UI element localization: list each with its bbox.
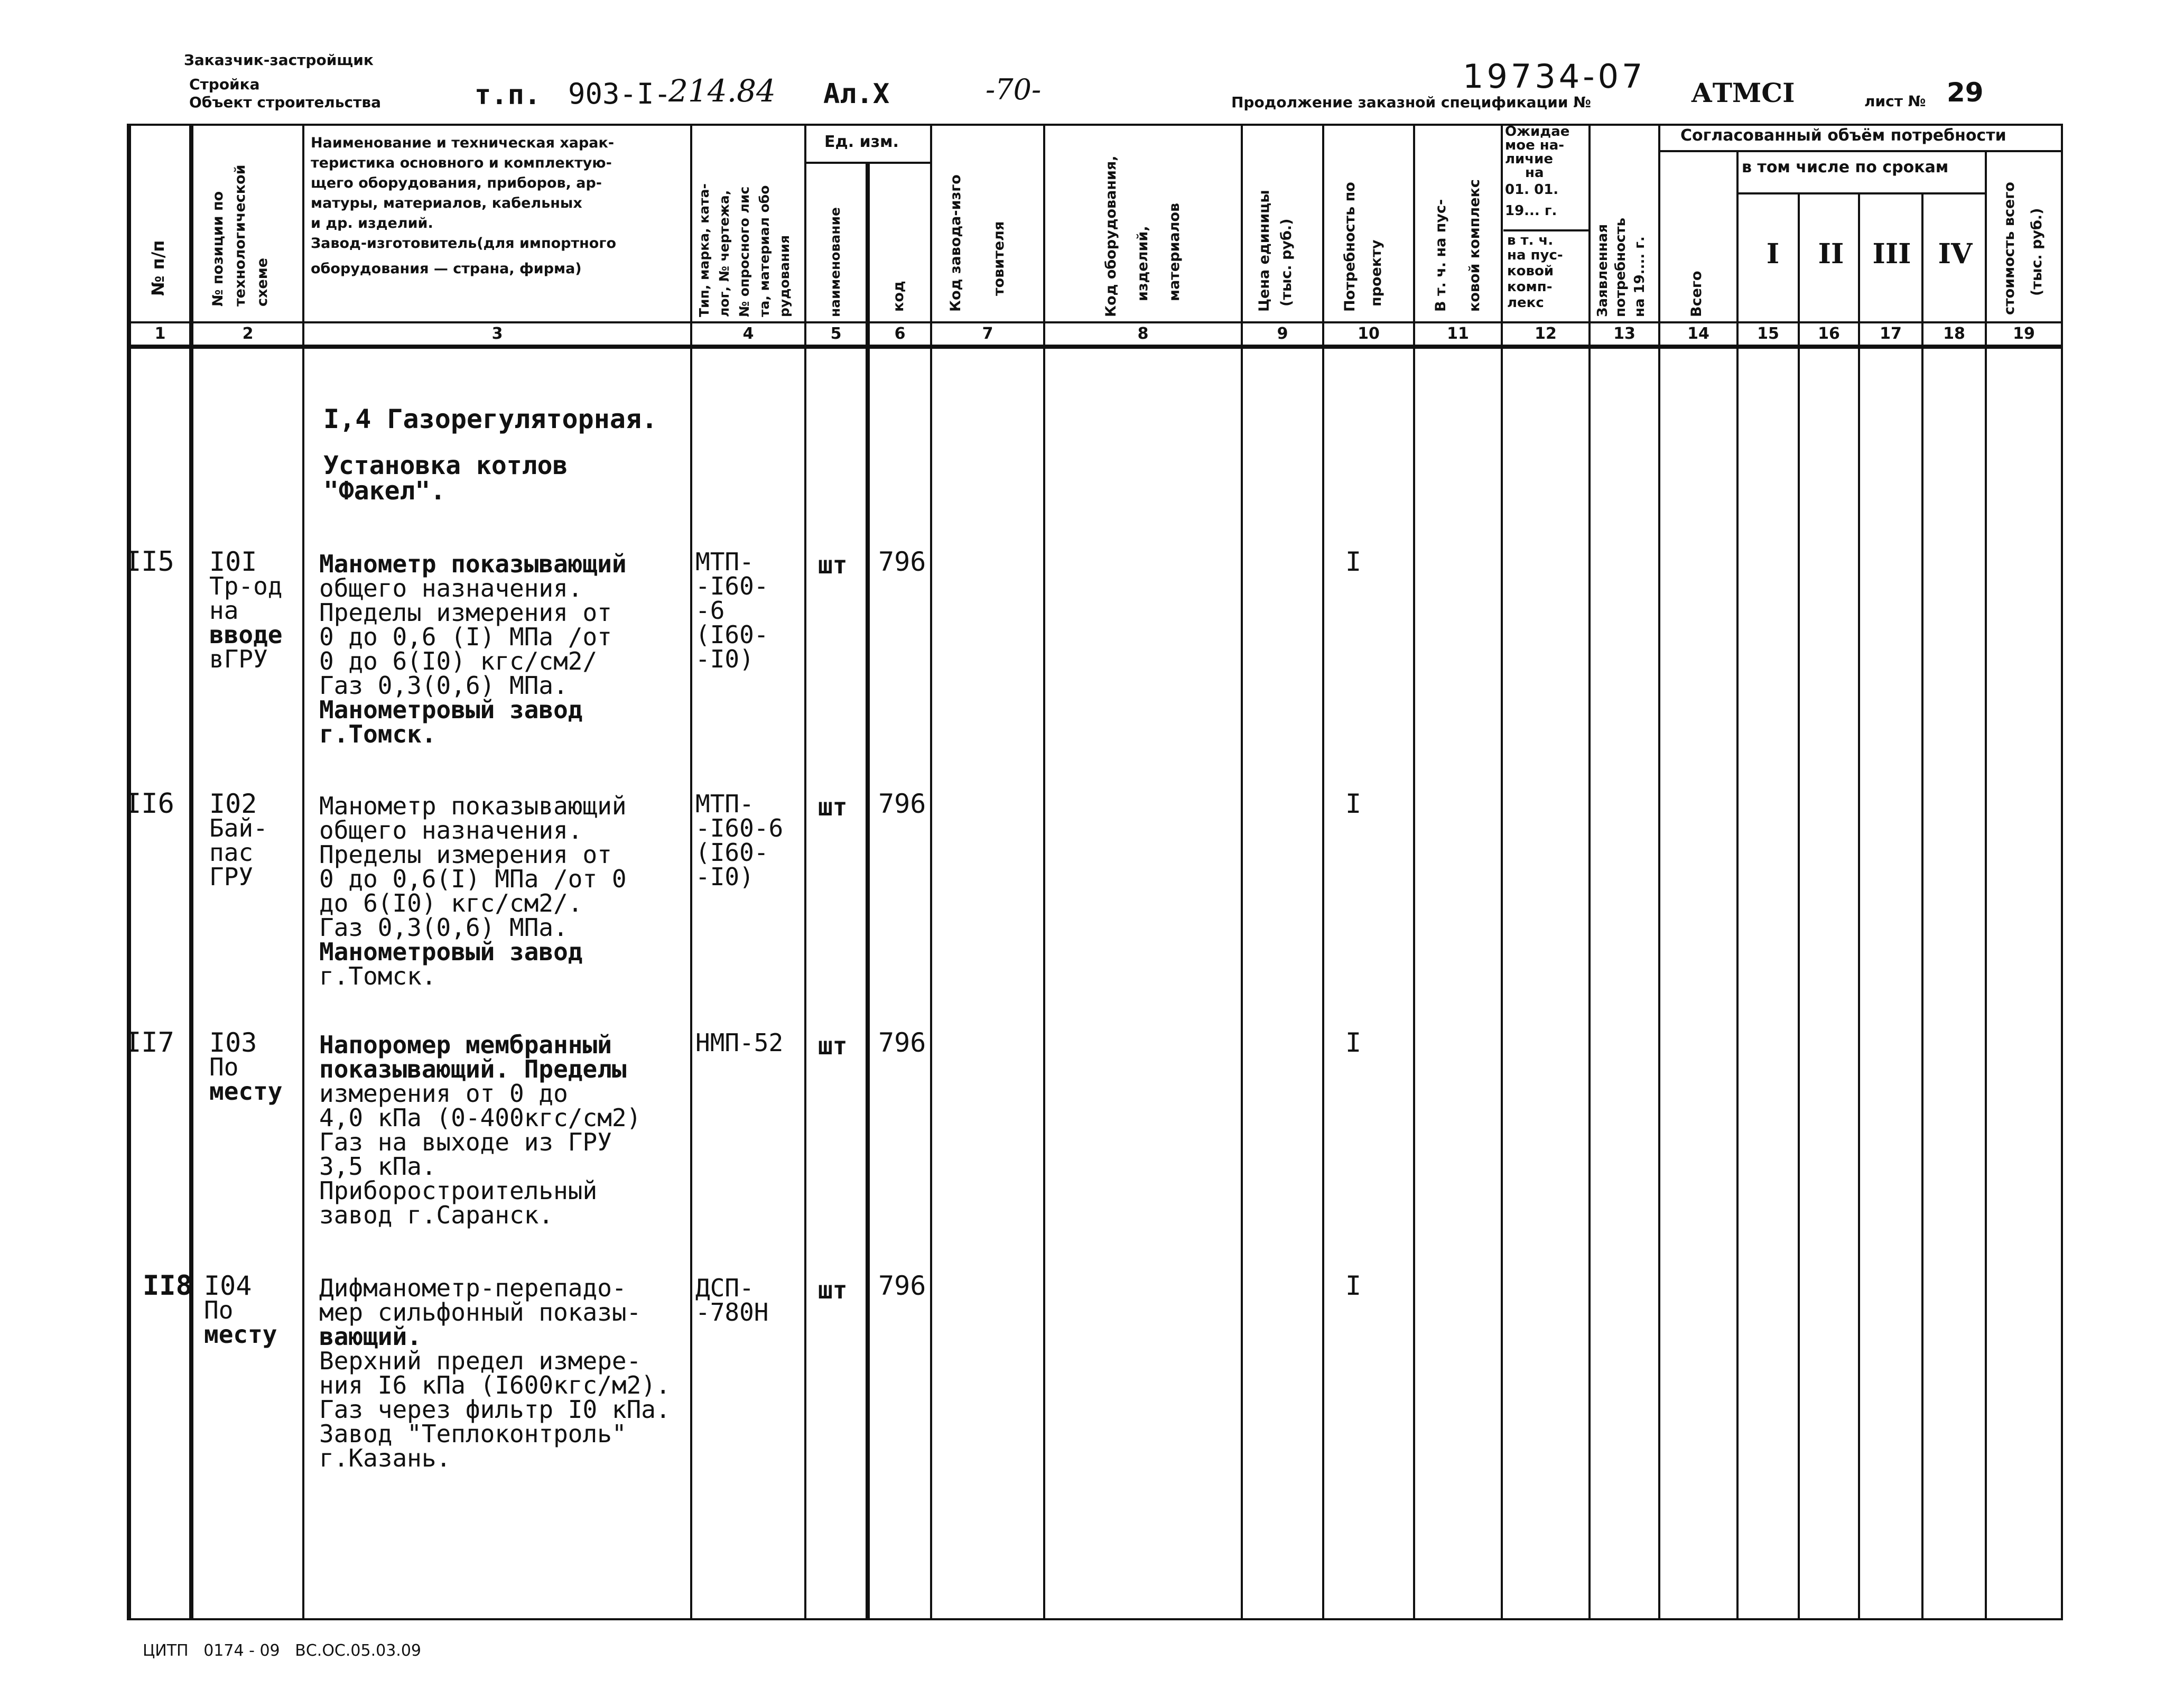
- object-label: Объект строительства: [189, 94, 381, 111]
- col-line-11: [1501, 124, 1503, 1620]
- col-line-16: [1858, 192, 1860, 1620]
- description-line: Верхний предел измере-: [319, 1347, 642, 1375]
- sheet-label: лист №: [1864, 92, 1926, 110]
- description-line: ния I6 кПа (I600кгс/м2).: [319, 1371, 671, 1399]
- header-c7-line2: товителя: [991, 221, 1007, 296]
- description-line: Манометр показывающий: [319, 792, 627, 820]
- header-c12-top-6: 19... г.: [1505, 203, 1557, 219]
- description-line: завод г.Саранск.: [319, 1201, 554, 1229]
- description-line: Манометровый завод: [319, 695, 583, 724]
- col-line-5: [866, 162, 870, 1620]
- position-line: Тр-од: [209, 572, 283, 600]
- col-line-2: [302, 124, 304, 1620]
- section-subtitle-2: "Факел".: [323, 476, 446, 506]
- header-c4-line5: рудования: [777, 235, 792, 317]
- description-line: Газ 0,3(0,6) МПа.: [319, 913, 568, 942]
- customer-label: Заказчик-застройщик: [184, 51, 374, 69]
- col-number-14: 14: [1687, 324, 1709, 343]
- header-c10-line1: Потребность по: [1342, 182, 1358, 312]
- header-agreed: Согласованный объём потребности: [1680, 126, 2006, 145]
- header-c3-line5: и др. изделий.: [311, 215, 433, 231]
- header-c13-line3: на 19.... г.: [1632, 236, 1648, 317]
- type-line: МТП-: [695, 548, 754, 576]
- header-c4-line1: Тип, марка, ката-: [696, 183, 712, 317]
- section-subtitle-1: Установка котлов: [323, 451, 568, 480]
- description-line: Приборостроительный: [319, 1176, 598, 1205]
- header-c4-line2: лог, № чертежа,: [717, 190, 732, 317]
- col-number-10: 10: [1358, 324, 1380, 343]
- album-label: Ал.X: [823, 78, 890, 110]
- header-c10-line2: проекту: [1368, 239, 1384, 307]
- header-c8-line2: изделий,: [1135, 226, 1151, 301]
- header-c8-line3: материалов: [1166, 202, 1183, 301]
- description-line: Газ через фильтр I0 кПа.: [319, 1395, 671, 1424]
- header-q4: IV: [1938, 238, 1973, 270]
- position-line: вГРУ: [209, 645, 268, 673]
- header-c4-line4: та, материал обо: [757, 185, 772, 317]
- incl-group-line: [1739, 192, 1987, 194]
- header-c3-line7: оборудования — страна, фирма): [311, 261, 582, 277]
- description-line: мер сильфонный показы-: [319, 1298, 642, 1326]
- row-number: II7: [125, 1027, 174, 1059]
- col-line-19: [2061, 124, 2063, 1620]
- header-c12-top-1: Ожидае: [1505, 124, 1570, 140]
- section-title: I,4 Газорегуляторная.: [323, 404, 658, 434]
- col-number-3: 3: [491, 324, 503, 343]
- header-q2: II: [1818, 238, 1844, 270]
- col-number-2: 2: [242, 324, 254, 343]
- header-c11-line2: ковой комплекс: [1466, 179, 1483, 312]
- position-line: I04: [204, 1270, 252, 1301]
- project-need: I: [1345, 546, 1362, 577]
- header-q1: I: [1766, 238, 1780, 270]
- header-c13-line1: Заявленная: [1595, 224, 1611, 317]
- description-line: Манометр показывающий: [319, 550, 627, 578]
- description-line: г.Томск.: [319, 720, 436, 748]
- col-line-6: [930, 124, 932, 1620]
- description-line: г.Казань.: [319, 1444, 451, 1472]
- header-c8-line1: Код оборудования,: [1103, 155, 1119, 317]
- header-c9-line2: (тыс. руб.): [1278, 218, 1295, 307]
- header-c3-line6: Завод-изготовитель(для импортного: [311, 235, 617, 252]
- description-line: 4,0 кПа (0-400кгс/см2): [319, 1103, 642, 1132]
- col-line-7: [1043, 124, 1045, 1620]
- header-q3: III: [1872, 238, 1911, 270]
- description-line: показывающий. Пределы: [319, 1055, 627, 1083]
- header-c5: наименование: [828, 207, 843, 317]
- header-c12-bot-4: комп-: [1507, 279, 1553, 295]
- description-line: Пределы измерения от: [319, 598, 612, 627]
- col-line-14: [1736, 150, 1739, 1620]
- col-line-3: [690, 124, 692, 1620]
- description-line: 0 до 6(I0) кгс/см2/: [319, 647, 598, 675]
- description-line: до 6(I0) кгс/см2/.: [319, 889, 583, 917]
- col-number-17: 17: [1880, 324, 1902, 343]
- description-line: Завод "Теплоконтроль": [319, 1419, 627, 1448]
- header-c2-line3: схеме: [254, 257, 271, 307]
- type-line: (I60-: [695, 620, 769, 649]
- col-line-17: [1921, 192, 1923, 1620]
- position-line: По: [209, 1053, 239, 1081]
- unit-name: шт: [818, 1032, 848, 1060]
- header-c19-line2: (тыс. руб.): [2029, 208, 2045, 296]
- position-line: По: [204, 1296, 234, 1324]
- description-line: вающий.: [319, 1322, 422, 1351]
- header-c2-line1: № позиции по: [210, 191, 226, 307]
- type-line: -I60-6: [695, 814, 784, 842]
- type-line: -I60-: [695, 572, 769, 600]
- description-line: Пределы измерения от: [319, 840, 612, 869]
- tp-handwritten: 214.84: [668, 73, 776, 109]
- col-line-15: [1798, 192, 1800, 1620]
- header-c4-line3: № опросного лис: [737, 186, 752, 317]
- col-number-6: 6: [894, 324, 906, 343]
- c12-split-line: [1503, 229, 1590, 231]
- header-c11-line1: В т. ч. на пус-: [1433, 199, 1449, 312]
- page-number: -70-: [986, 73, 1042, 106]
- header-c14: Всего: [1688, 271, 1705, 317]
- project-need: I: [1345, 1270, 1362, 1301]
- col-line-13: [1658, 124, 1660, 1620]
- unit-name: шт: [818, 551, 848, 579]
- unit-code: 796: [878, 1027, 926, 1058]
- col-number-13: 13: [1613, 324, 1635, 343]
- header-incl: в том числе по срокам: [1742, 158, 1949, 177]
- type-line: МТП-: [695, 790, 754, 818]
- spec-code: АТМСI: [1691, 77, 1795, 108]
- position-line: на: [209, 596, 239, 625]
- header-c12-bot-2: на пус-: [1507, 247, 1563, 263]
- table-bottom-border: [127, 1618, 2063, 1620]
- position-line: Бай-: [209, 814, 268, 842]
- table-top-border: [127, 124, 2063, 126]
- description-line: Манометровый завод: [319, 938, 583, 966]
- col-line-0: [127, 124, 131, 1620]
- header-c12-bot-5: лекс: [1507, 295, 1544, 311]
- header-c12-top-3: личие: [1505, 151, 1553, 167]
- header-c12-top-5: 01. 01.: [1505, 182, 1559, 198]
- header-c6: код: [890, 281, 907, 312]
- header-c12-bot-1: в т. ч.: [1507, 233, 1554, 248]
- description-line: Газ 0,3(0,6) МПа.: [319, 671, 568, 700]
- position-line: I0I: [209, 546, 257, 577]
- type-line: ДСП-: [695, 1274, 754, 1302]
- col-number-19: 19: [2013, 324, 2035, 343]
- col-line-12: [1588, 124, 1591, 1620]
- position-line: I03: [209, 1027, 257, 1058]
- row-number: II5: [125, 546, 174, 578]
- unit-code: 796: [878, 788, 926, 819]
- col-line-1: [189, 124, 193, 1620]
- unit-name: шт: [818, 793, 848, 821]
- col-number-4: 4: [742, 324, 754, 343]
- project-need: I: [1345, 788, 1362, 819]
- header-c3-line3: щего оборудования, приборов, ар-: [311, 175, 602, 191]
- description-line: Газ на выходе из ГРУ: [319, 1128, 612, 1156]
- description-line: общего назначения.: [319, 574, 583, 602]
- description-line: г.Томск.: [319, 962, 436, 990]
- col-line-4: [804, 124, 806, 1620]
- description-line: 0 до 0,6 (I) МПа /от: [319, 623, 612, 651]
- position-line: вводе: [209, 620, 283, 649]
- row-number: II8: [143, 1270, 192, 1302]
- description-line: Напоромер мембранный: [319, 1031, 612, 1059]
- position-line: месту: [209, 1077, 283, 1106]
- unit-code: 796: [878, 546, 926, 577]
- site-label: Стройка: [189, 76, 260, 93]
- header-bottom-border: [127, 321, 2063, 323]
- project-need: I: [1345, 1027, 1362, 1058]
- type-line: -I0): [695, 862, 754, 891]
- col-number-11: 11: [1447, 324, 1469, 343]
- col-line-10: [1413, 124, 1415, 1620]
- header-c2-line2: технологической: [232, 164, 248, 307]
- description-line: общего назначения.: [319, 816, 583, 845]
- col-line-18: [1985, 150, 1987, 1620]
- header-c12-bot-3: ковой: [1507, 263, 1554, 279]
- description-line: 0 до 0,6(I) МПа /от 0: [319, 865, 627, 893]
- col-number-9: 9: [1277, 324, 1288, 343]
- description-line: 3,5 кПа.: [319, 1152, 436, 1181]
- type-line: -780Н: [695, 1298, 769, 1326]
- position-line: I02: [209, 788, 257, 819]
- description-line: измерения от 0 до: [319, 1079, 568, 1108]
- col-line-9: [1322, 124, 1324, 1620]
- type-line: -6: [695, 596, 725, 625]
- header-c7-line1: Код завода-изго: [947, 174, 964, 312]
- col-number-5: 5: [830, 324, 842, 343]
- position-line: месту: [204, 1320, 277, 1349]
- agreed-group-line: [1660, 150, 2063, 152]
- unit-code: 796: [878, 1270, 926, 1301]
- type-line: -I0): [695, 645, 754, 673]
- header-c13-line2: потребность: [1613, 217, 1629, 317]
- col-number-1: 1: [154, 324, 166, 343]
- col-number-8: 8: [1137, 324, 1149, 343]
- position-line: ГРУ: [209, 862, 254, 891]
- header-c3-line4: матуры, материалов, кабельных: [311, 195, 582, 211]
- footer-code: ЦИТП 0174 - 09 ВС.ОС.05.03.09: [143, 1641, 422, 1660]
- sheet-number: 29: [1947, 77, 1984, 108]
- type-line: (I60-: [695, 838, 769, 867]
- doc-number: 19734-07: [1463, 57, 1646, 96]
- col-number-16: 16: [1818, 324, 1840, 343]
- description-line: Дифманометр-перепадо-: [319, 1274, 627, 1302]
- header-c12-top-2: мое на-: [1505, 137, 1565, 153]
- header-unit-group: Ед. изм.: [824, 133, 899, 151]
- header-c3-line1: Наименование и техническая харак-: [311, 135, 615, 151]
- tp-number: 903-I-: [568, 77, 672, 110]
- header-c3-line2: теристика основного и комплектую-: [311, 155, 612, 171]
- unit-name: шт: [818, 1276, 848, 1304]
- row-number: II6: [125, 788, 174, 820]
- col-number-12: 12: [1535, 324, 1557, 343]
- position-line: пас: [209, 838, 254, 867]
- col-line-8: [1241, 124, 1243, 1620]
- continuation-label: Продолжение заказной спецификации №: [1231, 94, 1591, 111]
- header-c19-line1: стоимость всего: [2001, 182, 2018, 315]
- header-c9-line1: Цена единицы: [1256, 190, 1272, 312]
- col-number-18: 18: [1943, 324, 1965, 343]
- col-number-7: 7: [982, 324, 993, 343]
- header-c1: № п/п: [148, 240, 168, 296]
- colnum-bottom-border: [127, 345, 2063, 349]
- tp-label: т.п.: [475, 79, 541, 111]
- col-number-15: 15: [1757, 324, 1779, 343]
- header-c12-top-4: на: [1525, 165, 1544, 181]
- type-line: НМП-52: [695, 1028, 784, 1057]
